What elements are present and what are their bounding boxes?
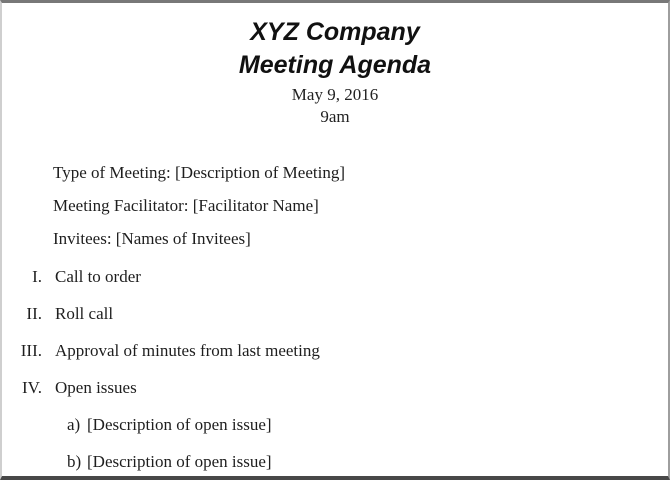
agenda-item-call-to-order <box>2 267 668 287</box>
sub-item-marker: b) <box>67 452 82 471</box>
meta-label: Type of Meeting: <box>53 163 171 182</box>
meta-placeholder: [Facilitator Name] <box>192 196 319 215</box>
agenda-item-open-issues <box>2 378 668 398</box>
document-title: Meeting Agenda <box>238 51 432 79</box>
meta-placeholder: [Description of Meeting] <box>175 163 345 182</box>
agenda-list <box>2 267 668 472</box>
open-issue-sub-item-a <box>2 415 668 435</box>
sub-item-text: [Description of open issue] <box>87 415 272 434</box>
agenda-numeral: II. <box>26 304 42 323</box>
meta-placeholder: [Names of Invitees] <box>115 229 251 248</box>
open-issue-sub-item-b <box>2 452 668 472</box>
meta-line-invitees <box>53 229 668 249</box>
agenda-item-text: Call to order <box>55 267 141 286</box>
company-title: XYZ Company <box>250 18 420 46</box>
document-header <box>2 3 668 128</box>
agenda-item-approval-of-minutes <box>2 341 668 361</box>
sub-item-marker: a) <box>67 415 81 434</box>
agenda-numeral: I. <box>32 267 42 286</box>
meta-label: Meeting Facilitator: <box>53 196 189 215</box>
meta-line-facilitator <box>53 196 668 216</box>
meta-label: Invitees: <box>53 229 112 248</box>
meta-line-type-of-meeting <box>53 163 668 183</box>
meeting-date: May 9, 2016 <box>291 85 379 104</box>
agenda-item-text: Open issues <box>55 378 137 397</box>
agenda-numeral: IV. <box>22 378 42 397</box>
meeting-time: 9am <box>320 107 350 126</box>
agenda-numeral: III. <box>20 341 42 360</box>
agenda-item-text: Roll call <box>55 304 114 323</box>
agenda-item-roll-call <box>2 304 668 324</box>
meeting-meta-section <box>53 163 668 249</box>
agenda-item-text: Approval of minutes from last meeting <box>55 341 320 360</box>
sub-item-text: [Description of open issue] <box>87 452 272 471</box>
